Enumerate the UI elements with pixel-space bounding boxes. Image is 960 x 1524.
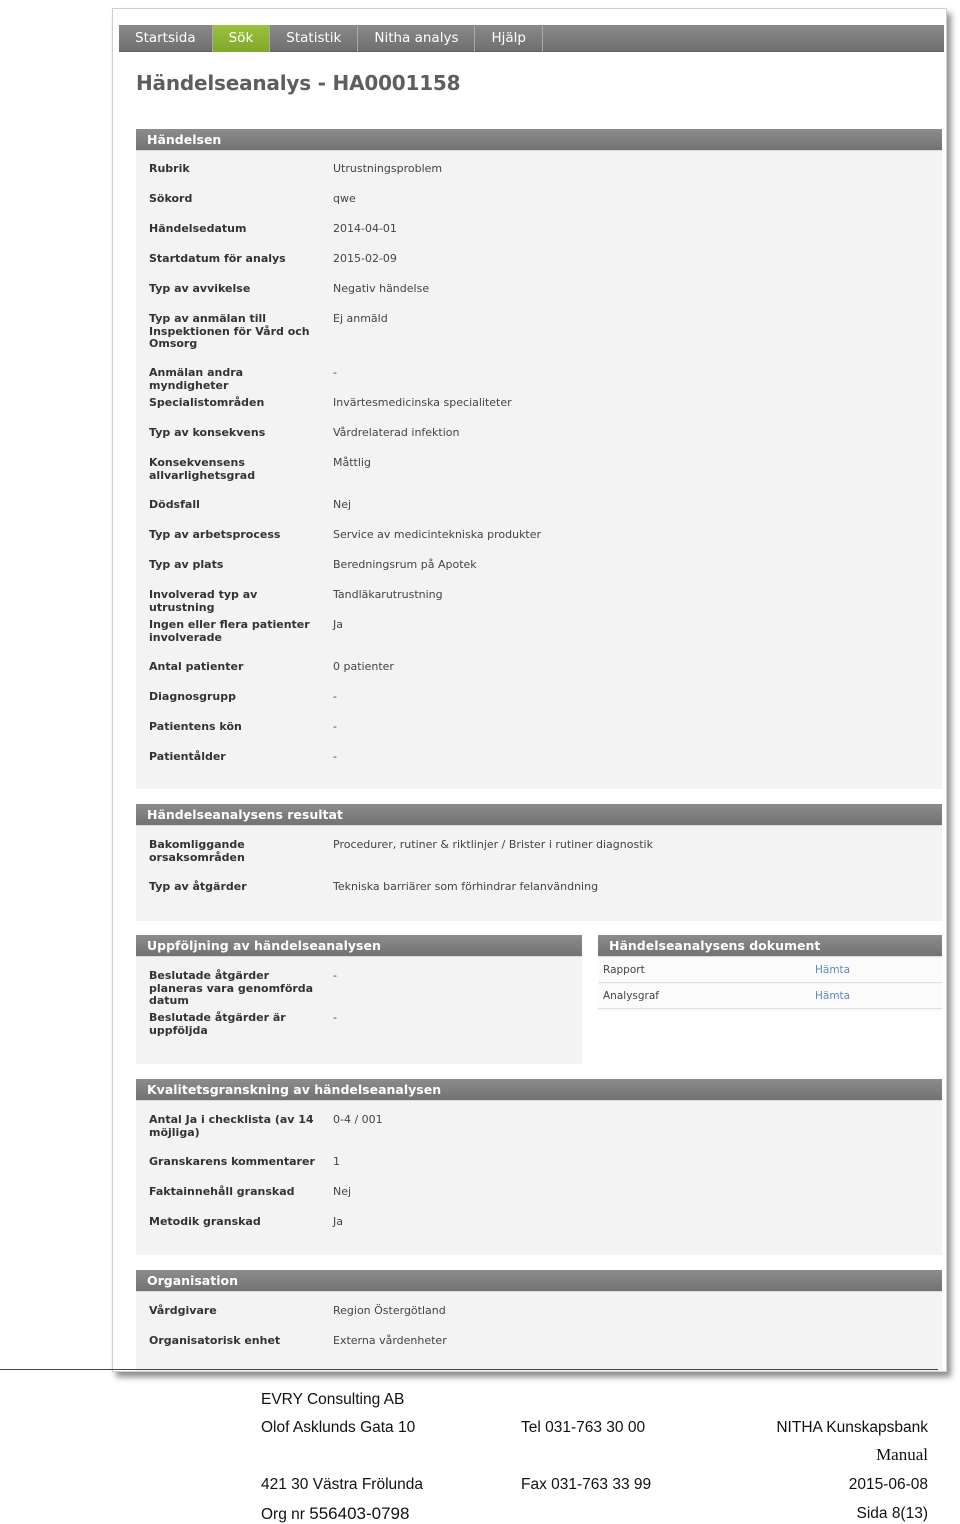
field-value: Region Östergötland <box>333 1304 446 1317</box>
field-label: Organisatorisk enhet <box>149 1334 281 1347</box>
field-label: Antal Ja i checklista (av 14 möjliga) <box>149 1113 314 1139</box>
field-label: Beslutade åtgärder planeras vara genomförda datum <box>149 969 314 1007</box>
field-label: Faktainnehåll granskad <box>149 1185 295 1198</box>
field-label: Startdatum för analys <box>149 252 286 265</box>
field-value: - <box>333 969 337 982</box>
field-label: Vårdgivare <box>149 1304 217 1317</box>
section-header-result: Händelseanalysens resultat <box>136 804 942 826</box>
field-value: Nej <box>333 498 352 511</box>
footer-divider <box>0 1369 938 1370</box>
footer-fax: Fax 031-763 33 99 <box>521 1476 652 1493</box>
field-label: Diagnosgrupp <box>149 690 237 703</box>
field-label: Typ av anmälan till Inspektionen för Vård och Omsorg <box>149 312 310 350</box>
footer-street: Olof Asklunds Gata 10 <box>261 1419 416 1436</box>
event-section <box>136 129 942 789</box>
field-label: Händelsedatum <box>149 222 247 235</box>
footer-org-label: Org nr <box>261 1506 305 1523</box>
field-value: 2015-02-09 <box>333 252 397 265</box>
main-navigation <box>119 25 944 52</box>
page-title: Händelseanalys - HA0001158 <box>136 71 461 95</box>
field-label: Patientålder <box>149 750 226 763</box>
field-value: Tekniska barriärer som förhindrar felanvändning <box>333 880 599 893</box>
footer-org-number: 556403-0798 <box>309 1504 410 1523</box>
result-section <box>136 804 942 921</box>
documents-section <box>598 935 942 1011</box>
field-label: Specialistområden <box>149 396 265 409</box>
field-label: Ingen eller flera patienter involverade <box>149 618 310 644</box>
footer-page: Sida 8(13) <box>856 1505 928 1522</box>
field-label: Typ av åtgärder <box>149 880 247 893</box>
field-label: Metodik granskad <box>149 1215 261 1228</box>
footer-org <box>261 1504 409 1524</box>
field-label: Typ av avvikelse <box>149 282 251 295</box>
field-label: Typ av plats <box>149 558 224 571</box>
field-value: 0 patienter <box>333 660 394 673</box>
field-label: Granskarens kommentarer <box>149 1155 315 1168</box>
field-value: 1 <box>333 1155 340 1168</box>
section-header-organisation: Organisation <box>136 1270 942 1292</box>
footer-phone: Tel 031-763 30 00 <box>521 1419 646 1436</box>
nav-tab-nitha-analys[interactable]: Nitha analys <box>358 25 475 52</box>
field-value: Måttlig <box>333 456 371 469</box>
field-value: - <box>333 366 337 379</box>
field-value: Service av medicintekniska produkter <box>333 528 542 541</box>
footer-doc-type: Manual <box>876 1445 928 1464</box>
document-download-link[interactable]: Hämta <box>815 964 851 976</box>
field-label: Typ av konsekvens <box>149 426 266 439</box>
field-value: - <box>333 1011 337 1024</box>
nav-tab-sok[interactable]: Sök <box>213 25 271 52</box>
field-label: Antal patienter <box>149 660 244 673</box>
field-value: Invärtesmedicinska specialiteter <box>333 396 512 409</box>
field-label: Patientens kön <box>149 720 242 733</box>
field-value: - <box>333 750 337 763</box>
nav-tab-startsida[interactable]: Startsida <box>119 25 213 52</box>
field-value: qwe <box>333 192 356 205</box>
field-label: Dödsfall <box>149 498 200 511</box>
field-label: Konsekvensens allvarlighetsgrad <box>149 456 256 482</box>
section-header-quality: Kvalitetsgranskning av händelseanalysen <box>136 1079 942 1101</box>
field-value: - <box>333 690 337 703</box>
field-value: 2014-04-01 <box>333 222 397 235</box>
field-value: Vårdrelaterad infektion <box>333 426 460 439</box>
followup-section <box>136 935 582 1064</box>
document-row <box>598 984 942 1009</box>
field-label: Beslutade åtgärder är uppföljda <box>149 1011 286 1037</box>
document-name: Analysgraf <box>603 990 659 1002</box>
field-value: Beredningsrum på Apotek <box>333 558 477 571</box>
section-header-event: Händelsen <box>136 129 942 151</box>
nav-tab-hjalp[interactable]: Hjälp <box>475 25 543 52</box>
field-value: Negativ händelse <box>333 282 430 295</box>
field-label: Involverad typ av utrustning <box>149 588 258 614</box>
field-value: Procedurer, rutiner & riktlinjer / Brister i rutiner diagnostik <box>333 838 653 851</box>
field-value: 0-4 / 001 <box>333 1113 383 1126</box>
field-label: Anmälan andra myndigheter <box>149 366 244 392</box>
document-name: Rapport <box>603 964 645 976</box>
field-label: Sökord <box>149 192 193 205</box>
organisation-section <box>136 1270 942 1372</box>
app-screenshot <box>112 8 947 1372</box>
nav-tab-statistik[interactable]: Statistik <box>270 25 358 52</box>
field-value: - <box>333 720 337 733</box>
section-header-documents: Händelseanalysens dokument <box>598 935 942 957</box>
field-value: Utrustningsproblem <box>333 162 443 175</box>
field-label: Rubrik <box>149 162 190 175</box>
field-value: Tandläkarutrustning <box>333 588 443 601</box>
footer-product: NITHA Kunskapsbank <box>776 1419 928 1436</box>
field-value: Ej anmäld <box>333 312 388 325</box>
footer-company: EVRY Consulting AB <box>261 1391 405 1408</box>
field-value: Ja <box>333 618 343 631</box>
field-value: Nej <box>333 1185 352 1198</box>
quality-section <box>136 1079 942 1255</box>
document-row <box>598 958 942 983</box>
document-download-link[interactable]: Hämta <box>815 990 851 1002</box>
footer-date: 2015-06-08 <box>848 1476 928 1493</box>
field-label: Typ av arbetsprocess <box>149 528 281 541</box>
section-header-followup: Uppföljning av händelseanalysen <box>136 935 582 957</box>
field-value: Externa vårdenheter <box>333 1334 447 1347</box>
field-value: Ja <box>333 1215 343 1228</box>
footer-postal: 421 30 Västra Frölunda <box>261 1476 423 1493</box>
field-label: Bakomliggande orsaksområden <box>149 838 245 864</box>
